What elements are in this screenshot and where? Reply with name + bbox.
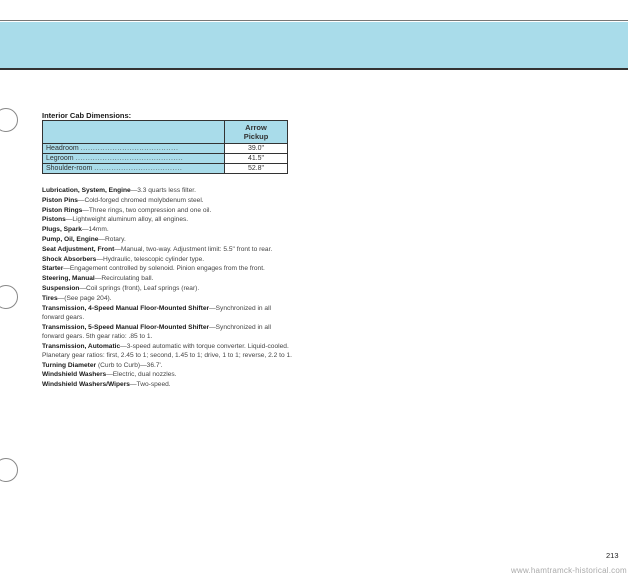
spec-dash: — (114, 245, 121, 253)
spec-desc: Recirculating ball. (101, 275, 154, 283)
spec-dash: — (81, 226, 89, 234)
spec-term: Pistons (42, 216, 66, 224)
table-row (43, 144, 288, 154)
binder-hole (0, 458, 18, 482)
spec-desc: Cold-forged chromed molybdenum steel. (84, 196, 204, 204)
spec-entry (42, 284, 294, 293)
spec-desc: 3-speed automatic with torque converter. Liquid-cooled. Planetary gear ratios: first, 2.45 to 1; second, 1.45 to 1; drive, 1 to 1; reverse, 2.2 to 1. (42, 342, 292, 359)
spec-desc: Rotary. (105, 235, 126, 243)
row-label-cell (43, 144, 225, 154)
spec-dash: — (82, 206, 89, 214)
spec-entry (42, 304, 294, 322)
spec-entry (42, 370, 294, 379)
spec-desc: Two-speed. (136, 381, 171, 389)
spec-dash: — (77, 196, 85, 204)
spec-entry (42, 323, 294, 341)
spec-dash: — (94, 275, 102, 283)
spec-dash: — (130, 187, 138, 194)
page-number: 213 (606, 551, 619, 560)
spec-term: Lubrication, System, Engine (42, 187, 131, 194)
leader-dots: ........................................ (80, 145, 179, 152)
leader-dots: ............................................ (75, 155, 184, 162)
spec-desc: Hydraulic, telescopic cylinder type. (102, 255, 205, 263)
binder-hole (0, 108, 18, 132)
row-label-cell (43, 164, 225, 174)
spec-term: Pump, Oil, Engine (42, 235, 99, 243)
spec-term: Piston Pins (42, 196, 78, 204)
column-header-arrow-pickup (225, 121, 288, 144)
spec-term: Shock Absorbers (42, 255, 97, 263)
section-heading: Interior Cab Dimensions: (42, 111, 132, 120)
spec-term: Tires (42, 294, 58, 302)
spec-entry (42, 342, 294, 360)
spec-term: Suspension (42, 284, 80, 292)
spec-term: Windshield Washers/Wipers (42, 381, 130, 389)
spec-entry (42, 380, 294, 389)
spec-desc: (See page 204). (64, 294, 112, 302)
table-row (43, 154, 288, 164)
spec-term: Starter (42, 265, 64, 273)
spec-dash: — (209, 304, 216, 312)
spec-entry (42, 245, 294, 254)
spec-entry (42, 255, 294, 264)
row-value: 39.0" (225, 144, 288, 154)
spec-entry (42, 264, 294, 273)
spec-entry (42, 215, 294, 224)
top-rule (0, 20, 628, 21)
spec-dash: — (96, 255, 103, 263)
table-header-row (43, 121, 288, 144)
spec-term: Windshield Washers (42, 371, 107, 379)
spec-dash: — (79, 284, 86, 292)
spec-desc: Electric, dual nozzles. (112, 371, 177, 379)
interior-cab-dimensions-table (42, 120, 288, 174)
row-value: 52.8" (225, 164, 288, 174)
specifications-list (42, 186, 294, 390)
row-label: Shoulder-room (46, 165, 93, 172)
spec-term: Piston Rings (42, 206, 83, 214)
spec-desc: (Curb to Curb)—36.7'. (97, 361, 163, 369)
spec-entry (42, 274, 294, 283)
spec-desc: Manual, two-way. Adjustment limit: 5.5" front to rear. (120, 245, 273, 253)
spec-dash: — (98, 235, 106, 243)
binder-hole (0, 285, 18, 309)
row-label-cell (43, 154, 225, 164)
spec-desc: Coil springs (front), Leaf springs (rear). (85, 284, 200, 292)
spec-desc: Synchronized in all forward gears. (42, 304, 272, 321)
spec-term: Turning Diameter (42, 361, 97, 369)
spec-entry (42, 196, 294, 205)
spec-term: Transmission, 4-Speed Manual Floor-Mounted Shifter (42, 304, 210, 312)
leader-dots: .................................... (94, 165, 183, 172)
spec-desc: Lightweight aluminum alloy, all engines. (72, 216, 189, 224)
spec-dash: — (63, 265, 70, 273)
spec-term: Transmission, Automatic (42, 342, 121, 350)
spec-term: Seat Adjustment, Front (42, 245, 115, 253)
row-label: Legroom (46, 155, 74, 162)
row-label: Headroom (46, 145, 79, 152)
spec-desc: Three rings, two compression and one oil. (88, 206, 212, 214)
spec-term: Plugs, Spark (42, 226, 82, 234)
spec-desc: 14mm. (88, 226, 109, 234)
spec-dash: — (209, 323, 216, 331)
spec-dash: — (106, 371, 113, 379)
spec-dash: — (129, 381, 137, 389)
spec-desc: Synchronized in all forward gears. 5th gear ratio: .85 to 1. (42, 323, 272, 340)
spec-entry (42, 235, 294, 244)
table-row (43, 164, 288, 174)
spec-entry (42, 294, 294, 303)
row-value: 41.5" (225, 154, 288, 164)
spec-entry (42, 361, 294, 370)
spec-dash: — (57, 294, 65, 302)
spec-dash: — (65, 216, 73, 224)
spec-term: Steering, Manual (42, 275, 95, 283)
column-header-line1: Arrow (245, 123, 267, 132)
spec-term: Transmission, 5-Speed Manual Floor-Mounted Shifter (42, 323, 210, 331)
spec-entry (42, 225, 294, 234)
watermark: www.hamtramck-historical.com (511, 566, 627, 575)
spec-entry (42, 206, 294, 215)
spec-desc: Engagement controlled by solenoid. Pinion engages from the front. (69, 265, 265, 273)
table-corner-cell (43, 121, 225, 144)
header-banner (0, 22, 628, 70)
spec-desc: 3.3 quarts less filter. (137, 187, 196, 194)
spec-dash: — (120, 342, 127, 350)
spec-entry (42, 186, 294, 195)
column-header-line2: Pickup (243, 132, 269, 141)
